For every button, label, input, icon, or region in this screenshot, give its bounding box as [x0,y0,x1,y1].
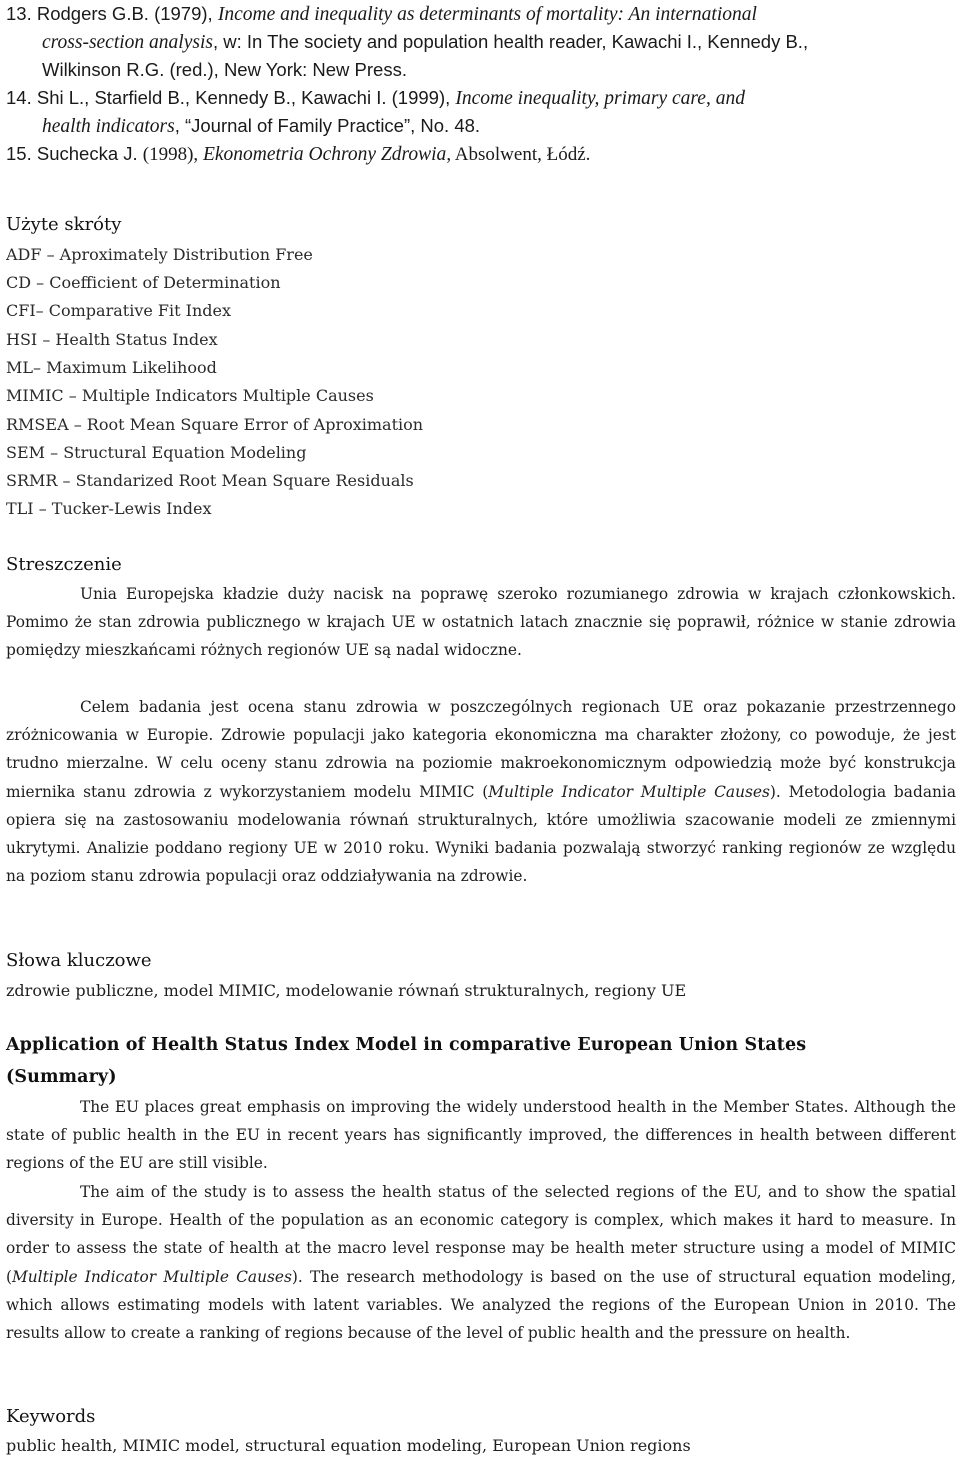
paragraph-italic-text: Multiple Indicator Multiple Causes [488,782,770,801]
reference-14-line1 [6,84,956,113]
reference-13-line3 [42,56,960,84]
abbreviation-item: CD – Coefficient of Determination [6,273,281,292]
keywords-text: public health, MIMIC model, structural equation modeling, European Union regions [6,1436,691,1455]
reference-text: , w: In The society and population health reader, Kawachi I., Kennedy B., [212,31,809,52]
summary-paragraph-1: The EU places great emphasis on improving the widely understood health in the Member States. Although the state of public health in the EU in recent years has significantly improved, the differences in health between different regions of the EU are still visible. [6,1098,956,1173]
reference-text: Wilkinson R.G. (red.), New York: New Press. [42,59,407,80]
reference-title-italic: Ekonometria Ochrony Zdrowia [202,144,447,165]
streszczenie-heading: Streszczenie [6,554,122,575]
reference-text: (1998), [142,144,203,165]
abbreviation-item: MIMIC – Multiple Indicators Multiple Causes [6,386,374,405]
abbreviation-item: TLI – Tucker-Lewis Index [6,499,212,518]
reference-text: 15. Suchecka J. [6,143,143,164]
reference-14-line2 [42,112,960,141]
paragraph-text: ). Metodologia badania opiera się na zastosowaniu modelowania równań strukturalnych, które umożliwia szacowanie modeli ze zmiennymi ukrytymi. Analizie poddano regiony UE w 2010 roku. Wyniki badania pozwalają stworzyć ranking regionów ze względu na poziom stanu zdrowia populacji oraz oddziaływania na zdrowie. [6,782,957,886]
reference-text: 13. Rodgers G.B. (1979), [6,3,218,24]
reference-title-italic: Income inequality, primary care, and [455,88,745,109]
reference-text: , “Journal of Family Practice”, No. 48. [174,115,481,136]
reference-title-italic: health indicators [42,116,175,137]
slowa-kluczowe-text: zdrowie publiczne, model MIMIC, modelowanie równań strukturalnych, regiony UE [6,981,687,1000]
reference-13-line2 [42,28,960,57]
abbreviation-item: RMSEA – Root Mean Square Error of Aproximation [6,415,424,434]
reference-title-italic: cross-section analysis [42,32,213,53]
abbreviation-item: ML– Maximum Likelihood [6,358,217,377]
summary-title-line2: (Summary) [6,1067,117,1087]
reference-15 [6,140,956,169]
paragraph-text: Celem badania jest ocena stanu zdrowia w poszczególnych regionach UE oraz pokazanie przestrzennego zróżnicowania w Europie. Zdrowie populacji jako kategoria ekonomiczna ma charakter złożony, co powoduje, że jest trudno mierzalne. W celu oceny stanu zdrowia na poziomie makroekonomicznym odpowiedzią może być konstrukcja miernika stanu zdrowia z wykorzystaniem modelu MIMIC ( [6,698,956,801]
paragraph-italic-text: Multiple Indicator Multiple Causes [12,1267,292,1286]
abbreviation-item: SRMR – Standarized Root Mean Square Residuals [6,471,414,490]
slowa-kluczowe-heading: Słowa kluczowe [6,950,152,971]
reference-13-line1 [6,0,956,29]
keywords-heading: Keywords [6,1406,96,1427]
abbreviations-heading: Użyte skróty [6,214,122,235]
summary-paragraph-2 [6,1178,956,1347]
paragraph-text: ). The research methodology is based on the use of structural equation modeling, which allows estimating models with latent variables. We analyzed the regions of the European Union in 2010. The results allow to create a ranking of regions because of the level of public health and the pressure on health. [6,1267,957,1343]
abbreviation-item: ADF – Aproximately Distribution Free [6,245,313,264]
abbreviation-item: HSI – Health Status Index [6,330,218,349]
summary-title-line1: Application of Health Status Index Model in comparative European Union States [6,1035,807,1055]
reference-title-italic: Income and inequality as determinants of mortality: An international [217,4,757,25]
streszczenie-paragraph-2 [6,693,956,890]
abbreviation-item: SEM – Structural Equation Modeling [6,443,307,462]
abbreviation-item: CFI– Comparative Fit Index [6,301,231,320]
reference-text: , Absolwent, Łódź. [446,144,591,165]
streszczenie-paragraph-1: Unia Europejska kładzie duży nacisk na poprawę szeroko rozumianego zdrowia w krajach członkowskich. Pomimo że stan zdrowia publicznego w krajach UE w ostatnich latach znacznie się poprawił, różnice w stanie zdrowia pomiędzy mieszkańcami różnych regionów UE są nadal widoczne. [6,585,956,660]
paragraph-text: The aim of the study is to assess the health status of the selected regions of the EU, and to show the spatial diversity in Europe. Health of the population as an economic category is complex, which makes it hard to measure. In order to assess the state of health at the macro level response may be health meter structure using a model of MIMIC ( [6,1183,956,1286]
reference-text: 14. Shi L., Starfield B., Kennedy B., Kawachi I. (1999), [6,87,456,108]
